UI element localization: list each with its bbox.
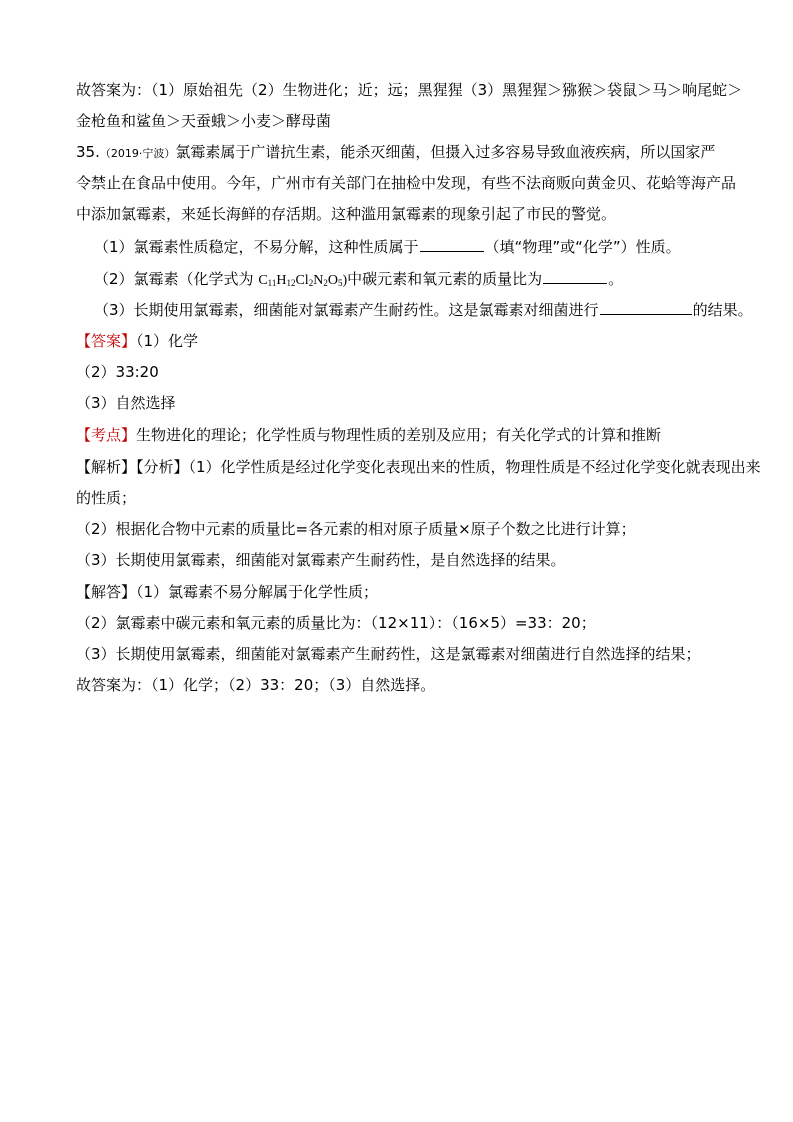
chemical-formula: $C_{11}H_{12}Cl_2N_2O_5$)	[258, 273, 348, 288]
question-source: （2019·宁波）	[99, 147, 176, 160]
sub-question-3-prefix: （3）长期使用氯霉素，细菌能对氯霉素产生耐药性。这是氯霉素对细菌进行	[94, 301, 599, 319]
sub-question-3-suffix: 的结果。	[692, 301, 753, 319]
analysis-line-3: （2）根据化合物中元素的质量比=各元素的相对原子质量×原子个数之比进行计算；	[76, 520, 636, 538]
sub-question-3	[94, 299, 753, 319]
answer-blank-2[interactable]	[543, 268, 607, 284]
solution-line-3: （3）长期使用氯霉素，细菌能对氯霉素产生耐药性，这是氯霉素对细菌进行自然选择的结果；	[76, 645, 701, 663]
final-answer-line: 故答案为：（1）化学；（2）33：20；（3）自然选择。	[76, 676, 436, 694]
sub-question-2-suffix: 。	[608, 270, 624, 288]
sub-question-1	[94, 236, 681, 256]
kaodian-label: 【考点】	[76, 426, 137, 444]
kaodian-line	[76, 425, 661, 445]
solution-label: 【解答】	[76, 583, 137, 601]
answer-1: （1）化学	[136, 332, 199, 350]
question-stem-line-1	[76, 142, 715, 162]
analysis-line-4: （3）长期使用氯霉素，细菌能对氯霉素产生耐药性，是自然选择的结果。	[76, 551, 566, 569]
prev-answer-line-1: 故答案为：（1）原始祖先（2）生物进化；近；远；黑猩猩（3）黑猩猩＞猕猴＞袋鼠＞马＞响尾蛇＞	[76, 81, 743, 99]
solution-line-1: 【解答】（1）氯霉素不易分解属于化学性质；	[76, 583, 379, 601]
solution-line-2: （2）氯霉素中碳元素和氧元素的质量比为：（12×11）：（16×5）=33：20；	[76, 614, 596, 632]
answer-2: （2）33:20	[76, 363, 159, 381]
analysis-line-2: 的性质；	[76, 489, 137, 507]
sub-question-1-prefix: （1）氯霉素性质稳定，不易分解，这种性质属于	[94, 238, 419, 256]
question-stem-line-3: 中添加氯霉素，来延长海鲜的存活期。这种滥用氯霉素的现象引起了市民的警觉。	[76, 205, 617, 223]
answer-3: （3）自然选择	[76, 394, 176, 412]
question-stem-line-2: 令禁止在食品中使用。今年，广州市有关部门在抽检中发现，有些不法商贩向黄金贝、花蛤等海产品	[76, 174, 737, 192]
sub-question-2-prefix: （2）氯霉素（化学式为	[94, 270, 259, 288]
sub-question-2-mid: 中碳元素和氧元素的质量比为	[347, 270, 543, 288]
answer-blank-3[interactable]	[600, 299, 692, 315]
question-stem-text-1: 氯霉素属于广谱抗生素，能杀灭细菌，但摄入过多容易导致血液疾病，所以国家严	[175, 143, 716, 161]
question-number: 35.	[76, 143, 100, 161]
analysis-label: 【解析】【分析】	[76, 458, 189, 476]
analysis-line-1: 【解析】【分析】（1）化学性质是经过化学变化表现出来的性质，物理性质是不经过化学变化就表现出来	[76, 458, 761, 476]
prev-answer-line-2: 金枪鱼和鲨鱼＞天蚕蛾＞小麦＞酵母菌	[76, 112, 332, 130]
answer-blank-1[interactable]	[420, 236, 484, 252]
sub-question-1-suffix: （填“物理”或“化学”）性质。	[484, 238, 681, 256]
kaodian-text: 生物进化的理论；化学性质与物理性质的差别及应用；有关化学式的计算和推断	[136, 426, 662, 444]
answer-line-1	[76, 331, 198, 351]
answer-label: 【答案】	[76, 332, 137, 350]
sub-question-2	[94, 268, 623, 288]
